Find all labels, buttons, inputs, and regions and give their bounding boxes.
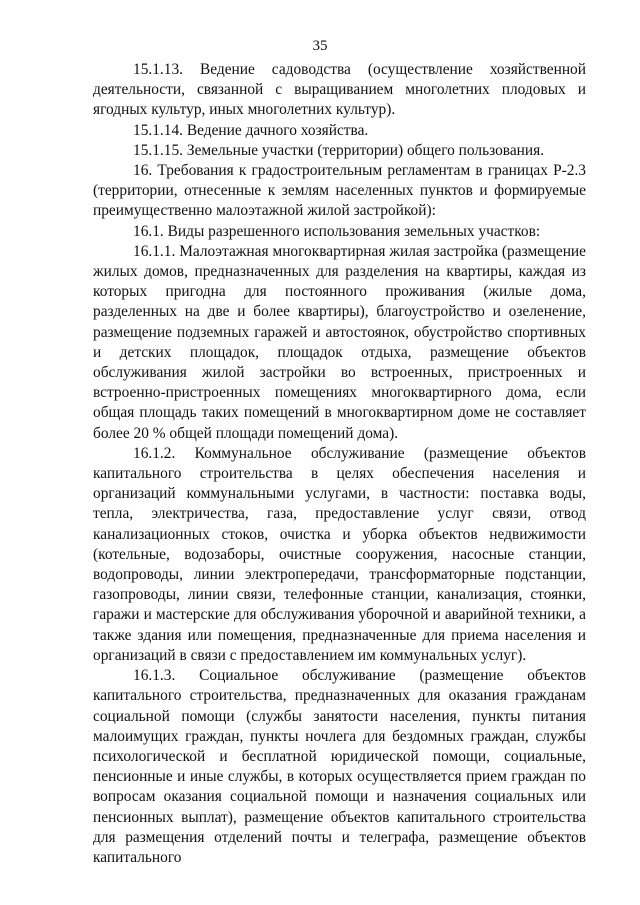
page-number: 35 xyxy=(312,38,328,54)
paragraph-16-1-2: 16.1.2. Коммунальное обслуживание (размещение объектов капитального строительства в целях обеспечения населения и организаций коммунальными услугами, в частности: поставка воды, тепла, электричества, газа, предоставление услуг связи, отвод канализационных стоков, очистка и уборка объектов недвижимости (котельные, водозаборы, очистные сооружения, насосные станции, водопроводы, линии электропередачи, трансформаторные подстанции, газопроводы, линии связи, телефонные станции, канализация, стоянки, гаражи и мастерские для обслуживания уборочной и аварийной техники, а также здания или помещения, предназначенные для приема населения и организаций в связи с предоставлением им коммунальных услуг). xyxy=(93,444,586,664)
paragraph-15-1-15: 15.1.15. Земельные участки (территории) общего пользования. xyxy=(133,141,545,159)
document-body xyxy=(93,60,586,868)
paragraph-16: 16. Требования к градостроительным регламентам в границах Р-2.3 (территории, отнесенные к землям населенных пунктов и формируемые преимущественно малоэтажной жилой застройкой): xyxy=(93,162,586,220)
paragraph-15-1-13: 15.1.13. Ведение садоводства (осуществление хозяйственной деятельности, связанной с выращиванием многолетних плодовых и ягодных культур, иных многолетних культур). xyxy=(93,61,586,119)
paragraph-16-1-3: 16.1.3. Социальное обслуживание (размещение объектов капитального строительства, предназначенных для оказания гражданам социальной помощи (службы занятости населения, пункты питания малоимущих граждан, пункты ночлега для бездомных граждан, службы психологической и бесплатной юридической помощи, социальные, пенсионные и иные службы, в которых осуществляется прием граждан по вопросам оказания социальной помощи и назначения социальных или пенсионных выплат), размещение объектов капитального строительства для размещения отделений почты и телеграфа, размещение объектов капитального xyxy=(93,667,586,866)
paragraph-16-1: 16.1. Виды разрешенного использования земельных участков: xyxy=(133,222,541,240)
paragraph-15-1-14: 15.1.14. Ведение дачного хозяйства. xyxy=(133,121,369,139)
paragraph-16-1-1: 16.1.1. Малоэтажная многоквартирная жилая застройка (размещение жилых домов, предназначенных для разделения на квартиры, каждая из которых пригодна для постоянного проживания (жилые дома, разделенных на две и более квартиры), благоустройство и озеленение, размещение подземных гаражей и автостоянок, обустройство спортивных и детских площадок, площадок отдыха, размещение объектов обслуживания жилой застройки во встроенных, пристроенных и встроенно-пристроенных помещениях многоквартирного дома, если общая площадь таких помещений в многоквартирном доме не составляет более 20 % общей площади помещений дома). xyxy=(93,242,586,442)
